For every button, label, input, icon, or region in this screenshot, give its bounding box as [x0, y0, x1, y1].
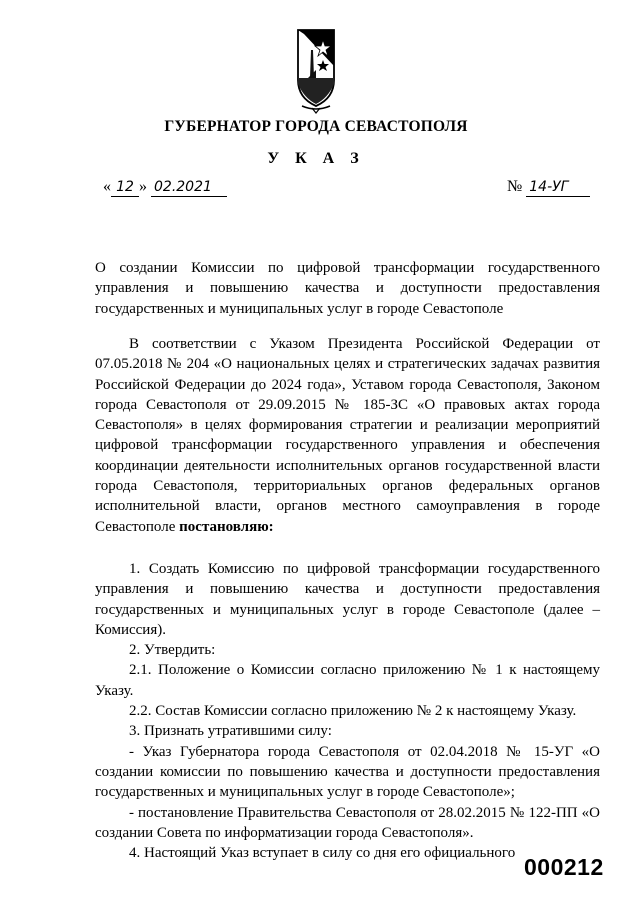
list-item: - постановление Правительства Севастополя от 28.02.2015 № 122-ПП «О создании Совета по информатизации города Севастополя».: [95, 804, 600, 841]
preamble-paragraph: [95, 334, 600, 537]
document-number: [507, 178, 590, 197]
decree-title-text: О создании Комиссии по цифровой трансформации государственного управления и повышению качества и доступности предоставления государственных и муниципальных услуг в городе Севастополе: [95, 260, 600, 317]
number-sign: №: [507, 178, 523, 195]
document-type: У К А З: [267, 150, 365, 167]
issuing-authority: ГУБЕРНАТОР ГОРОДА СЕВАСТОПОЛЯ: [164, 118, 468, 135]
preamble-text: В соответствии с Указом Президента Российской Федерации от 07.05.2018 № 204 «О национальных целях и стратегических задачах развития Российской Федерации до 2024 года», Уставом города Севастополя, Законом города Севастополя от 29.09.2015 № 185-ЗС «О правовых актах города Севастополя» в целях формирования стратегии и реализации мероприятий цифровой трансформации государственного управления и обеспечения координации деятельности исполнительных органов государственной власти города Севастополя, территориальных органов федеральных органов исполнительной власти, органов местного самоуправления в городе Севастополе: [95, 336, 600, 535]
list-item: 1. Создать Комиссию по цифровой трансформации государственного управления и повышению качества и доступности предоставления государственных и муниципальных услуг в городе Севастополе (далее – Комиссия).: [95, 561, 600, 638]
document-date: [103, 178, 227, 197]
list-item: - Указ Губернатора города Севастополя от 02.04.2018 № 15-УГ «О создании комиссии по повышению качества и доступности предоставления государственных и муниципальных услуг в городе Севастополе»;: [95, 743, 600, 801]
coat-of-arms-icon: [292, 26, 340, 114]
list-item: 3. Признать утратившими силу:: [129, 723, 332, 740]
serial-number: 000212: [524, 854, 604, 880]
decree-items: [95, 559, 600, 863]
list-item: 4. Настоящий Указ вступает в силу со дня его официального: [129, 845, 516, 862]
list-item: 2.2. Состав Комиссии согласно приложению № 2 к настоящему Указу.: [129, 703, 577, 720]
date-close-quote: »: [139, 178, 147, 195]
date-day: 12: [111, 179, 139, 197]
date-month-year: 02.2021: [151, 179, 227, 197]
decree-word: постановляю:: [179, 518, 274, 535]
number-value: 14-УГ: [526, 179, 590, 197]
list-item: 2. Утвердить:: [129, 642, 216, 659]
date-open-quote: «: [103, 178, 111, 195]
list-item: 2.1. Положение о Комиссии согласно приложению № 1 к настоящему Указу.: [95, 662, 600, 699]
preamble: [95, 334, 600, 537]
decree-title: [95, 258, 600, 319]
